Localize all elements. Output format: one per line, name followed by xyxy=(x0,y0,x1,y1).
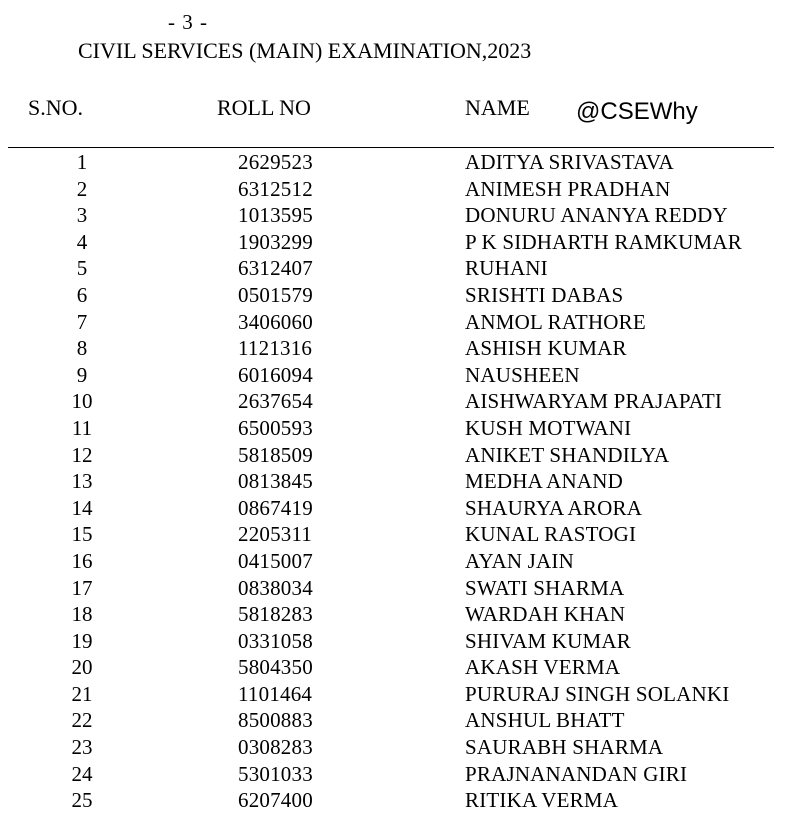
table-row xyxy=(0,388,790,415)
table-row xyxy=(0,468,790,495)
row-sno: 11 xyxy=(71,415,93,440)
row-roll-no: 1903299 xyxy=(238,229,313,254)
row-sno: 22 xyxy=(71,708,93,733)
row-name: RITIKA VERMA xyxy=(465,788,619,813)
row-roll-no: 1101464 xyxy=(238,681,313,706)
row-roll-no: 2637654 xyxy=(238,389,313,414)
table-row xyxy=(0,681,790,708)
table-row xyxy=(0,654,790,681)
table-row xyxy=(0,149,790,176)
row-name: SHIVAM KUMAR xyxy=(465,628,631,653)
row-name: SWATI SHARMA xyxy=(465,575,625,600)
row-sno: 10 xyxy=(71,389,93,414)
table-row xyxy=(0,707,790,734)
table-row xyxy=(0,202,790,229)
row-name: PURURAJ SINGH SOLANKI xyxy=(465,681,730,706)
table-row xyxy=(0,255,790,282)
row-name: SHAURYA ARORA xyxy=(465,495,643,520)
row-sno: 23 xyxy=(71,735,93,760)
table-row xyxy=(0,495,790,522)
table-row xyxy=(0,415,790,442)
row-name: ASHISH KUMAR xyxy=(465,336,627,361)
row-roll-no: 6312407 xyxy=(238,256,313,281)
row-roll-no: 0415007 xyxy=(238,548,313,573)
table-row xyxy=(0,761,790,788)
table-row xyxy=(0,521,790,548)
row-sno: 19 xyxy=(71,628,93,653)
row-name: ADITYA SRIVASTAVA xyxy=(465,150,674,174)
row-sno: 15 xyxy=(71,522,93,547)
row-roll-no: 5301033 xyxy=(238,761,313,786)
exam-title: CIVIL SERVICES (MAIN) EXAMINATION,2023 xyxy=(78,38,532,63)
row-sno: 25 xyxy=(71,788,93,813)
column-header-sno: S.NO. xyxy=(28,95,84,120)
row-name: KUSH MOTWANI xyxy=(465,415,632,440)
row-name: ANIMESH PRADHAN xyxy=(465,176,671,201)
table-row xyxy=(0,176,790,203)
row-roll-no: 2629523 xyxy=(238,150,313,174)
row-sno: 6 xyxy=(76,282,88,307)
row-roll-no: 8500883 xyxy=(238,708,313,733)
row-roll-no: 6207400 xyxy=(238,788,313,813)
row-sno: 8 xyxy=(76,336,88,361)
row-name: NAUSHEEN xyxy=(465,362,580,387)
row-sno: 3 xyxy=(76,203,88,228)
row-sno: 24 xyxy=(71,761,93,786)
table-row xyxy=(0,575,790,602)
row-roll-no: 1121316 xyxy=(238,336,313,361)
row-roll-no: 0331058 xyxy=(238,628,313,653)
table-row xyxy=(0,628,790,655)
row-name: ANIKET SHANDILYA xyxy=(465,442,670,467)
row-sno: 9 xyxy=(76,362,88,387)
row-sno: 17 xyxy=(71,575,93,600)
column-header-name: NAME xyxy=(465,95,530,120)
row-name: AKASH VERMA xyxy=(465,655,621,680)
table-row xyxy=(0,734,790,761)
row-sno: 14 xyxy=(71,495,93,520)
row-name: AISHWARYAM PRAJAPATI xyxy=(465,389,723,414)
table-row xyxy=(0,362,790,389)
row-sno: 18 xyxy=(71,602,93,627)
row-roll-no: 5804350 xyxy=(238,655,313,680)
header-divider xyxy=(8,147,774,148)
row-roll-no: 5818509 xyxy=(238,442,313,467)
row-name: SAURABH SHARMA xyxy=(465,735,664,760)
row-roll-no: 6312512 xyxy=(238,176,313,201)
row-sno: 20 xyxy=(71,655,93,680)
row-name: MEDHA ANAND xyxy=(465,469,623,494)
page-number: - 3 - xyxy=(168,10,208,34)
row-name: ANMOL RATHORE xyxy=(465,309,646,334)
watermark-handle: @CSEWhy xyxy=(576,98,698,125)
row-name: AYAN JAIN xyxy=(465,548,574,573)
table-row xyxy=(0,229,790,256)
row-sno: 5 xyxy=(76,256,88,281)
row-roll-no: 0867419 xyxy=(238,495,313,520)
row-sno: 1 xyxy=(76,150,88,174)
row-roll-no: 0308283 xyxy=(238,735,313,760)
table-row xyxy=(0,548,790,575)
row-sno: 4 xyxy=(76,229,88,254)
table-row xyxy=(0,787,790,814)
row-sno: 13 xyxy=(71,469,93,494)
row-roll-no: 2205311 xyxy=(238,522,313,547)
row-sno: 21 xyxy=(71,681,93,706)
row-roll-no: 1013595 xyxy=(238,203,313,228)
column-header-roll-no: ROLL NO xyxy=(217,95,311,120)
row-sno: 7 xyxy=(76,309,88,334)
row-name: RUHANI xyxy=(465,256,548,281)
row-name: WARDAH KHAN xyxy=(465,602,626,627)
row-sno: 12 xyxy=(71,442,93,467)
table-row xyxy=(0,282,790,309)
row-name: PRAJNANANDAN GIRI xyxy=(465,761,688,786)
row-roll-no: 6500593 xyxy=(238,415,313,440)
table-row xyxy=(0,335,790,362)
row-name: KUNAL RASTOGI xyxy=(465,522,637,547)
row-name: P K SIDHARTH RAMKUMAR xyxy=(465,229,742,254)
row-roll-no: 3406060 xyxy=(238,309,313,334)
row-roll-no: 5818283 xyxy=(238,602,313,627)
table-row xyxy=(0,601,790,628)
results-table xyxy=(0,149,790,814)
row-sno: 16 xyxy=(71,548,93,573)
row-name: SRISHTI DABAS xyxy=(465,282,624,307)
table-row xyxy=(0,309,790,336)
row-roll-no: 0838034 xyxy=(238,575,313,600)
row-name: ANSHUL BHATT xyxy=(465,708,625,733)
row-roll-no: 0813845 xyxy=(238,469,313,494)
table-row xyxy=(0,442,790,469)
row-roll-no: 0501579 xyxy=(238,282,313,307)
row-name: DONURU ANANYA REDDY xyxy=(465,203,728,228)
row-roll-no: 6016094 xyxy=(238,362,313,387)
row-sno: 2 xyxy=(76,176,88,201)
